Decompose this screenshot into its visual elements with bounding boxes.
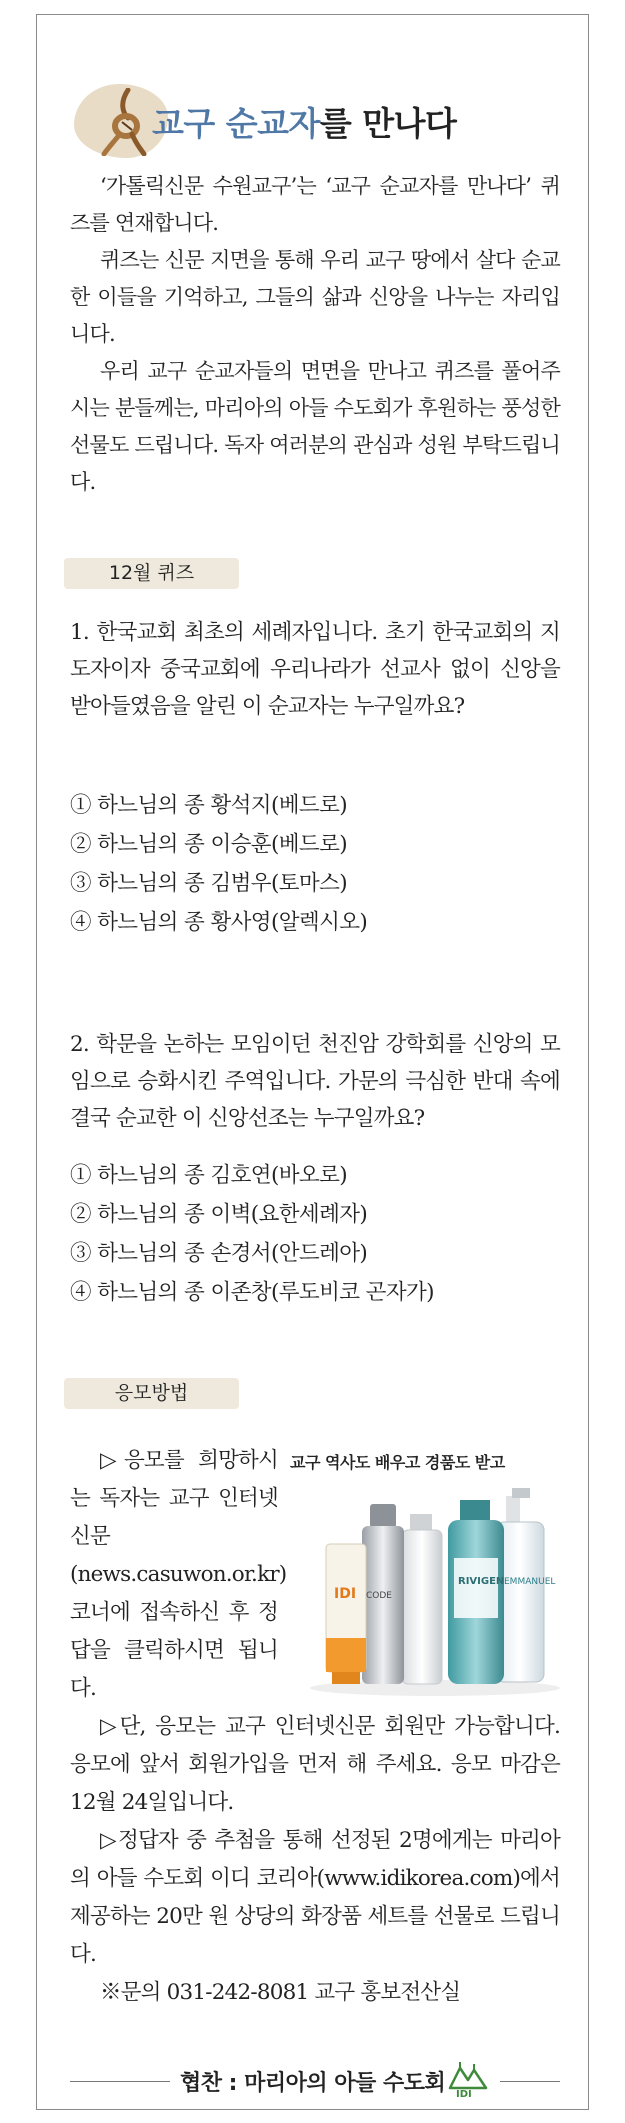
- sponsor-text: 협찬 : 마리아의 아들 수도회: [180, 2071, 446, 2096]
- product-label-emmanuel: EMMANUEL: [504, 1577, 556, 1587]
- q1-option-2: ② 하느님의 종 이승훈(베드로): [70, 832, 348, 857]
- footer-divider-left: [70, 2081, 170, 2082]
- question-1-options: [70, 786, 560, 942]
- q2-option-2: ② 하느님의 종 이벽(요한세례자): [70, 1202, 368, 1227]
- intro-paragraph-3: 우리 교구 순교자들의 면면을 만나고 퀴즈를 풀어주시는 분들께는, 마리아의 아들 수도회가 후원하는 풍성한 선물도 드립니다. 독자 여러분의 관심과 성원 부탁드립니다.: [70, 359, 560, 494]
- quiz-section-label: 12월 퀴즈: [64, 558, 239, 589]
- question-1: 1. 한국교회 최초의 세례자입니다. 초기 한국교회의 지도자이자 중국교회에 우리나라가 선교사 없이 신앙을 받아들였음을 알린 이 순교자는 누구일까요?: [70, 620, 560, 719]
- product-label-code: CODE: [366, 1591, 392, 1601]
- contact-info: ※문의 031-242-8081 교구 홍보전산실: [100, 1980, 461, 2005]
- idi-logo-icon: [446, 2058, 490, 2098]
- footer-divider-right: [500, 2081, 560, 2082]
- q2-option-3: ③ 하느님의 종 손경서(안드레아): [70, 1241, 368, 1266]
- apply-paragraph-1: ▷응모를 희망하시는 독자는 교구 인터넷신문(news.casuwon.or.kr) 코너에 접속하신 후 정답을 클릭하시면 됩니다.: [70, 1448, 287, 1701]
- article-title: [70, 78, 490, 156]
- intro-paragraph-1: ‘가톨릭신문 수원교구’는 ‘교구 순교자를 만나다’ 퀴즈를 연재합니다.: [70, 174, 560, 235]
- cosmetics-set-image: [300, 1488, 570, 1698]
- title-highlight: 교구 순교자: [152, 104, 320, 143]
- apply-paragraph-3: ▷정답자 중 추첨을 통해 선정된 2명에게는 마리아의 아들 수도회 이디 코리아(www.idikorea.com)에서 제공하는 20만 원 상당의 화장품 세트를 선물로 드립니다.: [70, 1828, 560, 1967]
- product-label-idi: IDI: [334, 1586, 357, 1602]
- intro-paragraph-2: 퀴즈는 신문 지면을 통해 우리 교구 땅에서 살다 순교한 이들을 기억하고, 그들의 삶과 신앙을 나누는 자리입니다.: [70, 248, 560, 346]
- q1-option-4: ④ 하느님의 종 황사영(알렉시오): [70, 910, 368, 935]
- q1-option-3: ③ 하느님의 종 김범우(토마스): [70, 871, 348, 896]
- logo-text: IDI: [456, 2089, 472, 2098]
- title-rest: 를 만나다: [319, 104, 457, 143]
- page-title: [152, 98, 456, 145]
- product-label-rivigen: RIVIGEN: [458, 1576, 505, 1587]
- rope-knot-icon: [98, 88, 158, 156]
- apply-paragraph-2: ▷단, 응모는 교구 인터넷신문 회원만 가능합니다. 응모에 앞서 회원가입을 먼저 해 주세요. 응모 마감은 12월 24일입니다.: [70, 1714, 560, 1815]
- apply-section-label: 응모방법: [64, 1378, 239, 1409]
- question-2: 2. 학문을 논하는 모임이던 천진암 강학회를 신앙의 모임으로 승화시킨 주역입니다. 가문의 극심한 반대 속에 결국 순교한 이 신앙선조는 누구일까요?: [70, 1032, 560, 1131]
- q1-option-1: ① 하느님의 종 황석지(베드로): [70, 793, 348, 818]
- question-2-options: [70, 1156, 560, 1312]
- q2-option-4: ④ 하느님의 종 이존창(루도비코 곤자가): [70, 1280, 434, 1305]
- product-image-caption: 교구 역사도 배우고 경품도 받고: [290, 1453, 505, 1472]
- q2-option-1: ① 하느님의 종 김호연(바오로): [70, 1163, 348, 1188]
